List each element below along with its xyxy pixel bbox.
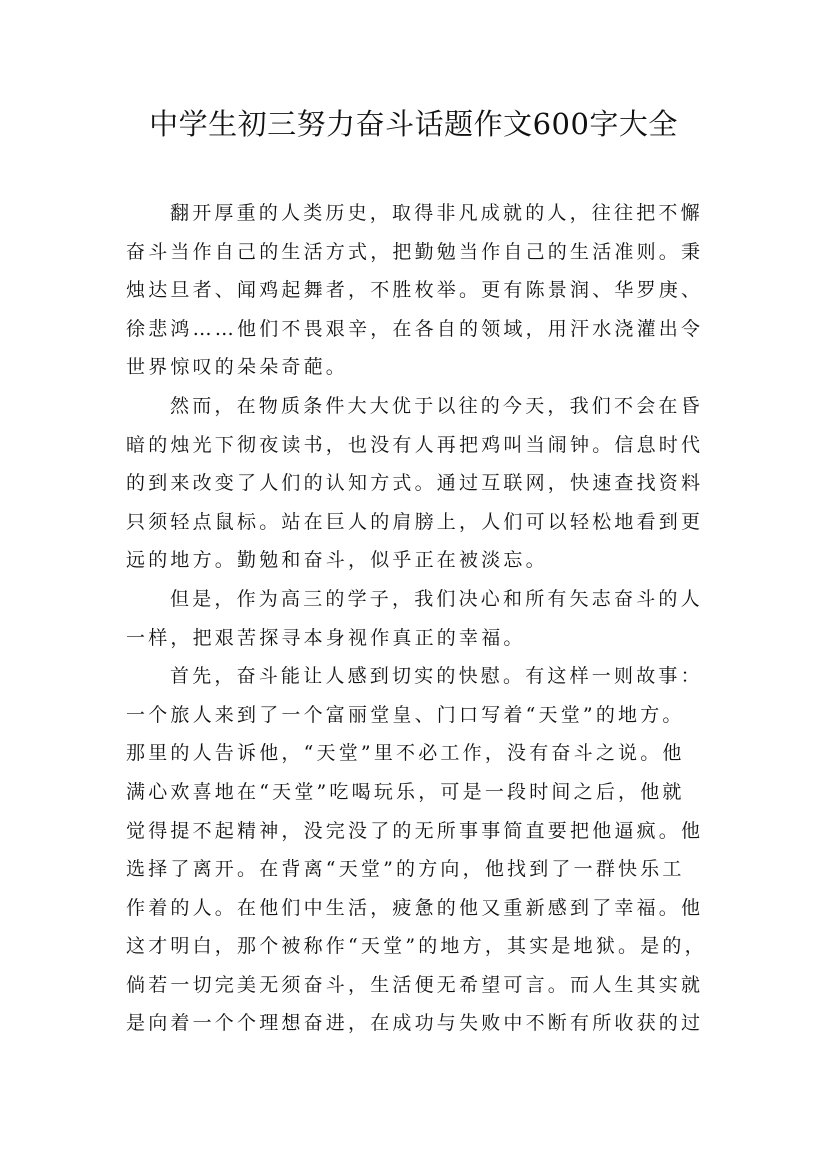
text-line: 一个旅人来到了一个富丽堂皇、门口写着“天堂”的地方。 <box>126 703 685 726</box>
paragraph-3 <box>126 580 712 657</box>
text-line: 远的地方。勤勉和奋斗，似乎正在被淡忘。 <box>126 549 548 572</box>
text-line: 是向着一个个理想奋进，在成功与失败中不断有所收获的过 <box>126 1012 704 1035</box>
article-body <box>126 194 712 1043</box>
text-line: 烛达旦者、闻鸡起舞者，不胜枚举。更有陈景润、华罗庚、 <box>126 279 704 302</box>
paragraph-2 <box>126 387 712 580</box>
text-line: 一样，把艰苦探寻本身视作真正的幸福。 <box>126 626 526 649</box>
text-line: 暗的烛光下彻夜读书，也没有人再把鸡叫当闹钟。信息时代 <box>126 433 704 456</box>
text-line: 选择了离开。在背离“天堂”的方向，他找到了一群快乐工 <box>126 858 685 881</box>
text-line: 徐悲鸿……他们不畏艰辛，在各自的领域，用汗水浇灌出令 <box>126 317 704 340</box>
text-line: 首先，奋斗能让人感到切实的快慰。有这样一则故事： <box>170 665 703 688</box>
text-line: 翻开厚重的人类历史，取得非凡成就的人，往往把不懈 <box>170 202 703 224</box>
text-line: 但是，作为高三的学子，我们决心和所有矢志奋斗的人 <box>170 587 703 610</box>
text-line: 作着的人。在他们中生活，疲惫的他又重新感到了幸福。他 <box>126 896 704 919</box>
page-title: 中学生初三努力奋斗话题作文600字大全 <box>149 107 678 141</box>
text-line: 世界惊叹的朵朵奇葩。 <box>126 356 349 379</box>
text-line: 觉得提不起精神，没完没了的无所事事简直要把他逼疯。他 <box>126 819 704 842</box>
text-line: 那里的人告诉他，“天堂”里不必工作，没有奋斗之说。他 <box>126 742 685 765</box>
text-line: 奋斗当作自己的生活方式，把勤勉当作自己的生活准则。秉 <box>126 240 704 263</box>
text-line: 然而，在物质条件大大优于以往的今天，我们不会在昏 <box>170 394 703 417</box>
text-line: 这才明白，那个被称作“天堂”的地方，其实是地狱。是的， <box>126 935 707 958</box>
paragraph-4 <box>126 657 712 1043</box>
text-line: 只须轻点鼠标。站在巨人的肩膀上，人们可以轻松地看到更 <box>126 510 704 533</box>
text-line: 满心欢喜地在“天堂”吃喝玩乐，可是一段时间之后，他就 <box>126 780 685 803</box>
text-line: 的到来改变了人们的认知方式。通过互联网，快速查找资料 <box>126 472 704 495</box>
text-line: 倘若一切完美无须奋斗，生活便无希望可言。而人生其实就 <box>126 973 704 996</box>
paragraph-1 <box>126 194 712 387</box>
